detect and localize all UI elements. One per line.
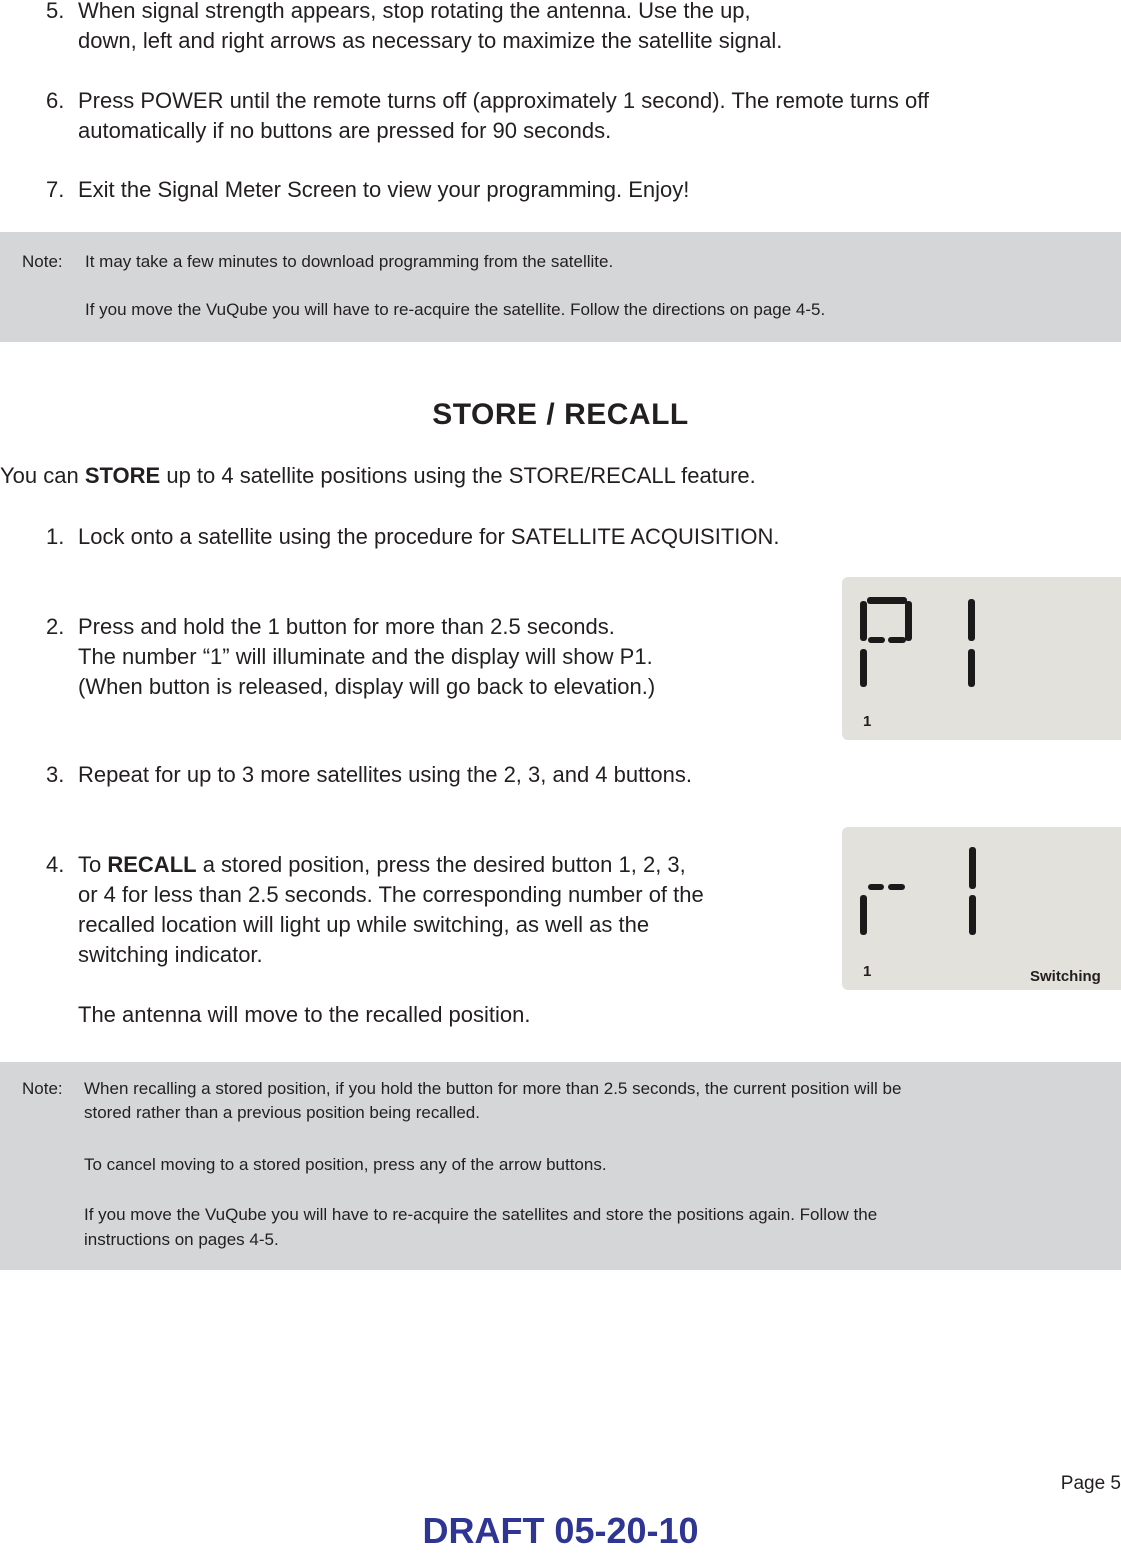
step-line: down, left and right arrows as necessary to maximize the satellite signal. bbox=[78, 28, 783, 53]
note-line: If you move the VuQube you will have to re-acquire the satellite. Follow the directions on page 4-5. bbox=[85, 300, 826, 319]
step-number: 3. bbox=[46, 762, 65, 787]
step-text bbox=[78, 175, 689, 205]
step-number: 4. bbox=[46, 852, 65, 877]
segment bbox=[868, 637, 885, 643]
step-text bbox=[78, 760, 692, 790]
lcd-display-r1 bbox=[842, 827, 1121, 990]
intro-bold: STORE bbox=[84, 463, 161, 488]
step-number: 6. bbox=[46, 88, 65, 113]
segment bbox=[969, 895, 976, 935]
step-line: When signal strength appears, stop rotating the antenna. Use the up, bbox=[78, 0, 751, 23]
step-line: or 4 for less than 2.5 seconds. The corresponding number of the bbox=[78, 882, 704, 907]
step-line: automatically if no buttons are pressed for 90 seconds. bbox=[78, 118, 612, 143]
step-text bbox=[78, 522, 779, 552]
segment bbox=[860, 601, 867, 641]
segment bbox=[860, 895, 867, 935]
note-line: stored rather than a previous position being recalled. bbox=[84, 1103, 480, 1122]
step-line: Repeat for up to 3 more satellites using the 2, 3, and 4 buttons. bbox=[78, 762, 692, 787]
note-line: instructions on pages 4-5. bbox=[84, 1230, 279, 1249]
note-line: It may take a few minutes to download programming from the satellite. bbox=[85, 252, 614, 271]
lcd-digits-p1 bbox=[842, 577, 1121, 740]
note-line: To cancel moving to a stored position, press any of the arrow buttons. bbox=[84, 1155, 607, 1174]
segment bbox=[888, 637, 906, 643]
step-text bbox=[78, 612, 655, 702]
segment bbox=[905, 601, 912, 641]
note-label: Note: bbox=[22, 1079, 63, 1098]
lcd-digits-r1 bbox=[842, 827, 1121, 990]
note-line: If you move the VuQube you will have to re-acquire the satellites and store the positions again. Follow the bbox=[84, 1205, 878, 1224]
step-bold: RECALL bbox=[107, 852, 197, 877]
note-label: Note: bbox=[22, 252, 63, 271]
section-heading: STORE / RECALL bbox=[432, 398, 689, 431]
step-number: 7. bbox=[46, 177, 65, 202]
step-line: switching indicator. bbox=[78, 942, 263, 967]
step-text bbox=[78, 850, 704, 1030]
step-line bbox=[78, 850, 704, 880]
segment bbox=[969, 847, 976, 889]
step-line: Press POWER until the remote turns off (approximately 1 second). The remote turns off bbox=[78, 88, 930, 113]
note-line: When recalling a stored position, if you hold the button for more than 2.5 seconds, the current position will be bbox=[84, 1079, 902, 1098]
segment bbox=[868, 884, 884, 890]
step-line: Press and hold the 1 button for more than 2.5 seconds. bbox=[78, 614, 615, 639]
intro-paragraph bbox=[0, 461, 756, 491]
switching-indicator: Switching bbox=[1030, 968, 1101, 985]
step-text bbox=[78, 0, 782, 56]
step-number: 5. bbox=[46, 0, 65, 23]
indicator-number: 1 bbox=[863, 713, 872, 730]
step-text-fragment: To bbox=[78, 852, 108, 877]
note-box-2 bbox=[0, 1062, 1121, 1270]
step-number: 2. bbox=[46, 614, 65, 639]
intro-text: You can bbox=[0, 463, 85, 488]
step-line: Lock onto a satellite using the procedure for SATELLITE ACQUISITION. bbox=[78, 524, 780, 549]
segment bbox=[968, 599, 975, 641]
step-text bbox=[78, 86, 929, 146]
indicator-number: 1 bbox=[863, 963, 872, 980]
step-line: The number “1” will illuminate and the display will show P1. bbox=[78, 644, 653, 669]
segment bbox=[888, 884, 905, 890]
step-line: recalled location will light up while switching, as well as the bbox=[78, 912, 650, 937]
note-box-1 bbox=[0, 232, 1121, 342]
step-line: The antenna will move to the recalled position. bbox=[78, 1002, 531, 1027]
draft-stamp: DRAFT 05-20-10 bbox=[422, 1510, 699, 1551]
step-number: 1. bbox=[46, 524, 65, 549]
lcd-display-p1 bbox=[842, 577, 1121, 740]
step-line: Exit the Signal Meter Screen to view your programming. Enjoy! bbox=[78, 177, 690, 202]
segment bbox=[860, 649, 867, 687]
segment bbox=[867, 597, 907, 604]
step-line: (When button is released, display will go back to elevation.) bbox=[78, 674, 656, 699]
page-number: Page 5 bbox=[1060, 1473, 1121, 1494]
segment bbox=[968, 649, 975, 687]
step-text-fragment: a stored position, press the desired button 1, 2, 3, bbox=[196, 852, 686, 877]
intro-text: up to 4 satellite positions using the STORE/RECALL feature. bbox=[160, 463, 756, 488]
